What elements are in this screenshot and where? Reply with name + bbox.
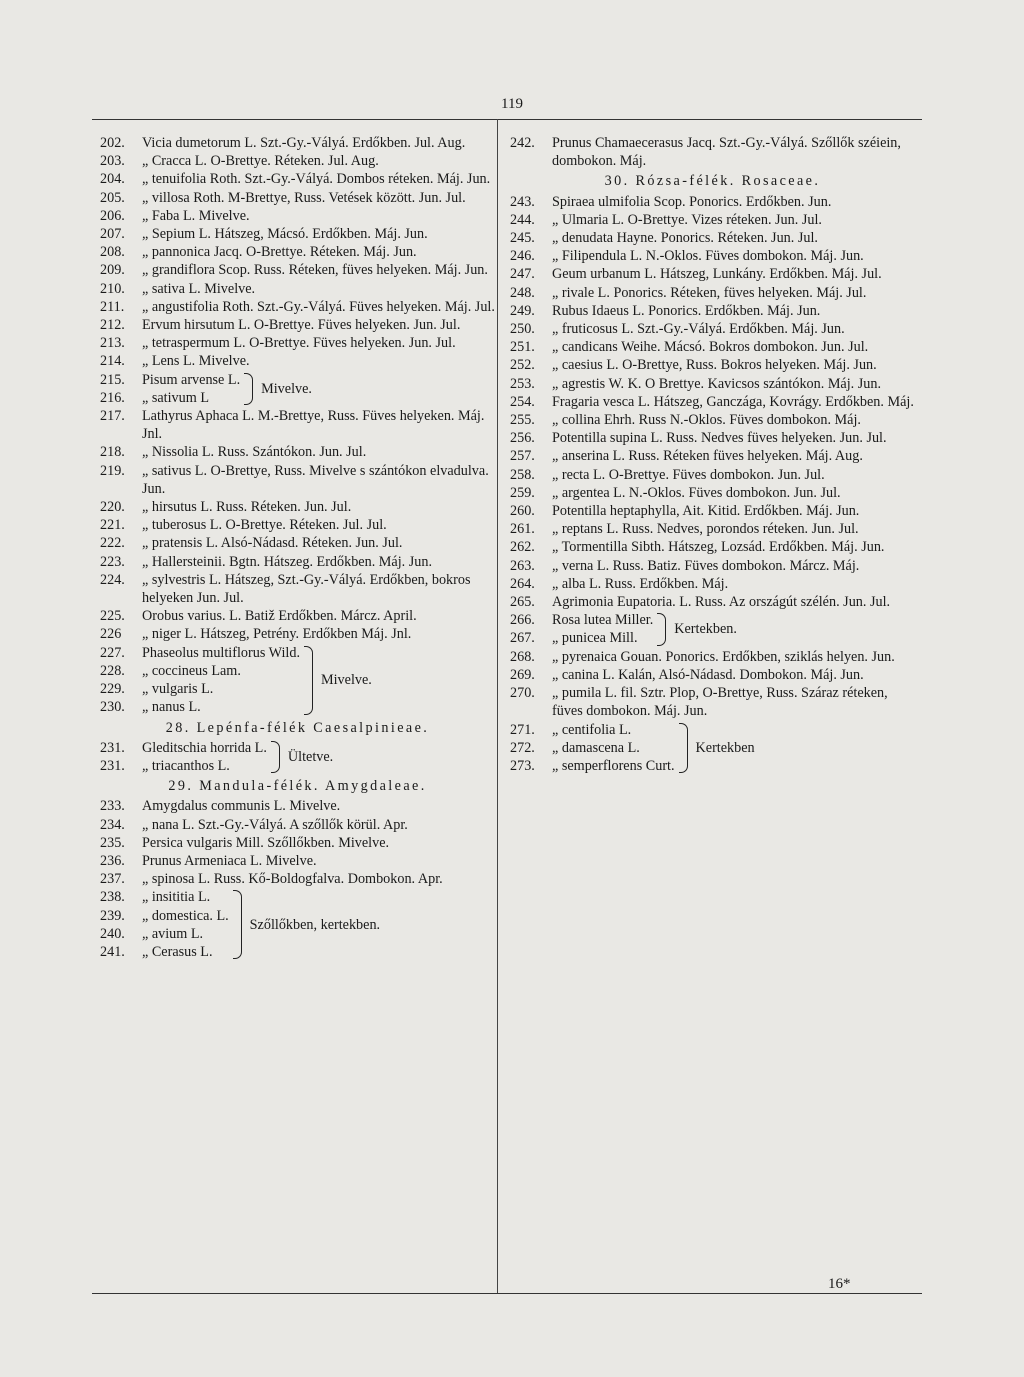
group-entries xyxy=(100,644,300,717)
species-entry xyxy=(100,352,495,370)
section-heading: 28. Lepénfa-félék Caesalpinieae. xyxy=(165,719,430,736)
species-entry xyxy=(100,925,229,943)
group-label: Mivelve. xyxy=(321,671,372,688)
species-entry xyxy=(510,302,915,320)
entry-number: 229. xyxy=(100,681,125,698)
entry-number: 244. xyxy=(510,211,535,228)
species-entry xyxy=(510,593,915,611)
entry-number: 211. xyxy=(100,298,125,315)
entry-number: 213. xyxy=(100,335,125,352)
entry-text: „ reptans L. Russ. Nedves, porondos réteken. Jun. Jul. xyxy=(552,521,859,538)
species-entry xyxy=(510,375,915,393)
entry-number: 265. xyxy=(510,594,535,611)
bracketed-group xyxy=(100,739,495,775)
entry-number: 257. xyxy=(510,448,535,465)
group-entries xyxy=(510,721,675,776)
species-entry xyxy=(100,662,300,680)
top-rule xyxy=(92,119,922,120)
entry-number: 223. xyxy=(100,553,125,570)
entry-number: 205. xyxy=(100,189,125,206)
species-entry xyxy=(510,629,653,647)
species-entry xyxy=(100,280,495,298)
entry-number: 222. xyxy=(100,535,125,552)
bottom-rule xyxy=(92,1293,922,1294)
entry-text: „ recta L. O-Brettye. Füves dombokon. Jun. Jul. xyxy=(552,466,825,483)
group-label: Mivelve. xyxy=(261,380,312,397)
species-entry xyxy=(100,462,495,498)
entry-number: 247. xyxy=(510,266,535,283)
species-entry xyxy=(100,298,495,316)
left-column xyxy=(100,134,495,961)
entry-text: „ Tormentilla Sibth. Hátszeg, Lozsád. Erdőkben. Máj. Jun. xyxy=(552,539,885,556)
entry-text: „ sativa L. Mivelve. xyxy=(142,280,256,297)
entry-text: „ verna L. Russ. Batiz. Füves dombokon. Márcz. Máj. xyxy=(552,557,860,574)
entry-text: Amygdalus communis L. Mivelve. xyxy=(142,798,341,815)
entry-text: „ pannonica Jacq. O-Brettye. Réteken. Máj. Jun. xyxy=(142,244,417,261)
entry-text: „ triacanthos L. xyxy=(142,757,230,774)
entry-number: 226 xyxy=(100,626,122,643)
species-entry xyxy=(100,134,495,152)
entry-number: 241. xyxy=(100,943,125,960)
species-entry xyxy=(100,739,267,757)
species-entry xyxy=(510,739,675,757)
species-entry xyxy=(100,534,495,552)
species-entry xyxy=(510,484,915,502)
entry-text: „ nanus L. xyxy=(142,699,201,716)
entry-number: 243. xyxy=(510,193,535,210)
section-heading: 29. Mandula-félék. Amygdaleae. xyxy=(168,778,427,795)
species-entry xyxy=(100,152,495,170)
entry-text: Ervum hirsutum L. O-Brettye. Füves helyeken. Jun. Jul. xyxy=(142,317,461,334)
entry-text: „ Lens L. Mivelve. xyxy=(142,353,250,370)
entry-text: „ villosa Roth. M-Brettye, Russ. Vetések között. Jun. Jul. xyxy=(142,189,466,206)
entry-number: 235. xyxy=(100,834,125,851)
entry-text: „ nana L. Szt.-Gy.-Vályá. A szőllők körül. Apr. xyxy=(142,816,408,833)
entry-text: „ grandiflora Scop. Russ. Réteken, füves helyeken. Máj. Jun. xyxy=(142,262,488,279)
entry-text: „ spinosa L. Russ. Kő-Boldogfalva. Dombokon. Apr. xyxy=(142,871,443,888)
species-entry xyxy=(510,557,915,575)
entry-number: 253. xyxy=(510,375,535,392)
group-entries xyxy=(100,371,240,407)
entry-number: 252. xyxy=(510,357,535,374)
entry-number: 220. xyxy=(100,499,125,516)
entry-number: 202. xyxy=(100,135,125,151)
entry-number: 248. xyxy=(510,284,535,301)
entry-number: 238. xyxy=(100,889,125,906)
entry-number: 255. xyxy=(510,412,535,429)
entry-number: 215. xyxy=(100,371,125,388)
entry-number: 204. xyxy=(100,171,125,188)
entry-text: Prunus Armeniaca L. Mivelve. xyxy=(142,852,317,869)
group-entries xyxy=(100,888,229,961)
entry-number: 246. xyxy=(510,248,535,265)
species-entry xyxy=(510,520,915,538)
entry-text: Persica vulgaris Mill. Szőllőkben. Mivelve. xyxy=(142,834,390,851)
species-entry xyxy=(100,757,267,775)
entry-text: „ collina Ehrh. Russ N.-Oklos. Füves dombokon. Máj. xyxy=(552,412,861,429)
species-entry xyxy=(510,338,915,356)
species-entry xyxy=(100,261,495,279)
species-entry xyxy=(100,571,495,607)
entry-text: „ pratensis L. Alsó-Nádasd. Réteken. Jun. Jul. xyxy=(142,535,403,552)
entry-text: „ tuberosus L. O-Brettye. Réteken. Jul. Jul. xyxy=(142,517,387,534)
entry-text: Pisum arvense L. xyxy=(142,371,241,388)
group-entries xyxy=(510,611,653,647)
species-entry xyxy=(510,211,915,229)
entry-number: 239. xyxy=(100,907,125,924)
species-entry xyxy=(100,816,495,834)
species-entry xyxy=(510,466,915,484)
entry-text: Orobus varius. L. Batiž Erdőkben. Márcz. April. xyxy=(142,608,417,625)
species-entry xyxy=(100,443,495,461)
group-label: Szőllőkben, kertekben. xyxy=(249,916,381,933)
entry-number: 208. xyxy=(100,244,125,261)
species-entry xyxy=(100,644,300,662)
bracket-mark xyxy=(304,646,313,715)
entry-number: 260. xyxy=(510,503,535,520)
group-label: Ültetve. xyxy=(287,748,334,765)
entry-number: 266. xyxy=(510,612,535,629)
entry-text: „ pyrenaica Gouan. Ponorics. Erdőkben, sziklás helyen. Jun. xyxy=(552,648,895,665)
entry-number: 209. xyxy=(100,262,125,279)
entry-number: 231. xyxy=(100,739,125,756)
species-entry xyxy=(100,888,229,906)
species-entry xyxy=(510,229,915,247)
entry-text: „ Sepium L. Hátszeg, Mácsó. Erdőkben. Máj. Jun. xyxy=(142,226,428,243)
section-heading: 30. Rózsa-félék. Rosaceae. xyxy=(604,173,821,190)
entry-number: 272. xyxy=(510,739,535,756)
entry-text: „ vulgaris L. xyxy=(142,681,214,698)
species-entry xyxy=(100,553,495,571)
entry-number: 271. xyxy=(510,721,535,738)
species-entry xyxy=(100,698,300,716)
species-entry xyxy=(510,320,915,338)
entry-text: „ Cerasus L. xyxy=(142,943,213,960)
species-entry xyxy=(100,870,495,888)
entry-number: 242. xyxy=(510,135,535,151)
species-entry xyxy=(100,852,495,870)
entry-number: 216. xyxy=(100,389,125,406)
entry-text: „ domestica. L. xyxy=(142,907,229,924)
entry-number: 234. xyxy=(100,816,125,833)
species-entry xyxy=(510,356,915,374)
entry-text: Rosa lutea Miller. xyxy=(552,612,654,629)
entry-text: „ argentea L. N.-Oklos. Füves dombokon. Jun. Jul. xyxy=(552,484,841,501)
entry-number: 206. xyxy=(100,207,125,224)
bracketed-group xyxy=(510,611,915,647)
bracket-mark xyxy=(271,741,280,773)
entry-number: 227. xyxy=(100,644,125,661)
entry-text: „ niger L. Hátszeg, Petrény. Erdőkben Máj. Jnl. xyxy=(142,626,412,643)
species-entry xyxy=(510,575,915,593)
species-entry xyxy=(510,757,675,775)
entry-text: „ alba L. Russ. Erdőkben. Máj. xyxy=(552,575,729,592)
entry-number: 254. xyxy=(510,393,535,410)
entry-number: 249. xyxy=(510,302,535,319)
bracket-mark xyxy=(244,373,253,405)
entry-text: „ insititia L. xyxy=(142,889,211,906)
species-entry xyxy=(510,134,915,170)
entry-text: „ Faba L. Mivelve. xyxy=(142,207,250,224)
entry-text: „ semperflorens Curt. xyxy=(552,757,675,774)
entry-number: 207. xyxy=(100,226,125,243)
entry-text: „ Cracca L. O-Brettye. Réteken. Jul. Aug. xyxy=(142,153,379,170)
entry-number: 256. xyxy=(510,430,535,447)
entry-number: 225. xyxy=(100,608,125,625)
entry-text: „ angustifolia Roth. Szt.-Gy.-Vályá. Füves helyeken. Máj. Jul. xyxy=(142,298,495,315)
species-entry xyxy=(510,447,915,465)
species-entry xyxy=(510,284,915,302)
entry-text: „ damascena L. xyxy=(552,739,640,756)
species-entry xyxy=(100,680,300,698)
entry-text: „ Hallersteinii. Bgtn. Hátszeg. Erdőkben. Máj. Jun. xyxy=(142,553,432,570)
species-entry xyxy=(510,429,915,447)
species-entry xyxy=(100,389,240,407)
entry-text: Geum urbanum L. Hátszeg, Lunkány. Erdőkben. Máj. Jul. xyxy=(552,266,882,283)
entry-text: Agrimonia Eupatoria. L. Russ. Az országút szélén. Jun. Jul. xyxy=(552,594,891,611)
species-entry xyxy=(100,498,495,516)
entry-text: Prunus Chamaecerasus Jacq. Szt.-Gy.-Vályá. Szőllők széiein, dombokon. Máj. xyxy=(552,135,901,170)
bracketed-group xyxy=(100,371,495,407)
page-number: 119 xyxy=(501,96,523,112)
entry-text: „ sylvestris L. Hátszeg, Szt.-Gy.-Vályá. Erdőkben, bokros helyeken Jun. Jul. xyxy=(142,571,471,607)
entry-number: 258. xyxy=(510,466,535,483)
entry-text: „ coccineus Lam. xyxy=(142,662,241,679)
species-entry xyxy=(510,648,915,666)
entry-text: Gleditschia horrida L. xyxy=(142,739,267,756)
group-entries xyxy=(100,739,267,775)
entry-number: 212. xyxy=(100,317,125,334)
species-entry xyxy=(510,666,915,684)
entry-text: Lathyrus Aphaca L. M.-Brettye, Russ. Füves helyeken. Máj. Jnl. xyxy=(142,408,485,443)
entry-text: „ caesius L. O-Brettye, Russ. Bokros helyeken. Máj. Jun. xyxy=(552,357,877,374)
species-entry xyxy=(510,538,915,556)
entry-text: „ Filipendula L. N.-Oklos. Füves dombokon. Máj. Jun. xyxy=(552,248,864,265)
bracket-mark xyxy=(679,723,688,774)
bracketed-group xyxy=(100,644,495,717)
species-entry xyxy=(100,170,495,188)
species-entry xyxy=(510,411,915,429)
entry-number: 219. xyxy=(100,462,125,479)
entry-number: 224. xyxy=(100,571,125,588)
entry-number: 217. xyxy=(100,408,125,425)
entry-number: 269. xyxy=(510,666,535,683)
species-entry xyxy=(510,393,915,411)
entry-number: 230. xyxy=(100,699,125,716)
species-entry xyxy=(510,247,915,265)
species-entry xyxy=(510,265,915,283)
entry-number: 214. xyxy=(100,353,125,370)
group-label: Kertekben. xyxy=(674,621,737,638)
right-column xyxy=(510,134,915,775)
species-entry xyxy=(510,721,675,739)
entry-text: Phaseolus multiflorus Wild. xyxy=(142,644,300,661)
signature-mark: 16* xyxy=(828,1276,851,1292)
bracket-mark xyxy=(233,890,242,959)
entry-text: „ centifolia L. xyxy=(552,721,632,738)
species-entry xyxy=(100,243,495,261)
entry-number: 203. xyxy=(100,153,125,170)
entry-number: 273. xyxy=(510,757,535,774)
entry-text: „ hirsutus L. Russ. Réteken. Jun. Jul. xyxy=(142,499,352,516)
entry-number: 240. xyxy=(100,925,125,942)
entry-number: 221. xyxy=(100,517,125,534)
species-entry xyxy=(510,502,915,520)
entry-text: Spiraea ulmifolia Scop. Ponorics. Erdőkben. Jun. xyxy=(552,193,832,210)
entry-number: 231. xyxy=(100,757,125,774)
species-entry xyxy=(100,625,495,643)
bracketed-group xyxy=(100,888,495,961)
species-entry xyxy=(100,907,229,925)
entry-text: „ avium L. xyxy=(142,925,204,942)
entry-number: 228. xyxy=(100,662,125,679)
species-entry xyxy=(510,684,915,720)
entry-text: „ Ulmaria L. O-Brettye. Vizes réteken. Jun. Jul. xyxy=(552,211,822,228)
entry-number: 218. xyxy=(100,444,125,461)
entry-text: Vicia dumetorum L. Szt.-Gy.-Vályá. Erdőkben. Jul. Aug. xyxy=(142,135,466,151)
entry-text: „ agrestis W. K. O Brettye. Kavicsos szántókon. Máj. Jun. xyxy=(552,375,882,392)
entry-text: „ Nissolia L. Russ. Szántókon. Jun. Jul. xyxy=(142,444,367,461)
entry-text: „ tetraspermum L. O-Brettye. Füves helyeken. Jun. Jul. xyxy=(142,335,456,352)
entry-number: 250. xyxy=(510,321,535,338)
entry-text: „ sativus L. O-Brettye, Russ. Mivelve s szántókon elvadulva. Jun. xyxy=(142,462,489,497)
entry-number: 264. xyxy=(510,575,535,592)
entry-text: „ tenuifolia Roth. Szt.-Gy.-Vályá. Dombos réteken. Máj. Jun. xyxy=(142,171,491,188)
entry-text: „ denudata Hayne. Ponorics. Réteken. Jun. Jul. xyxy=(552,230,818,247)
group-label: Kertekben xyxy=(695,739,755,756)
entry-text: „ punicea Mill. xyxy=(552,630,638,647)
species-entry xyxy=(100,797,495,815)
entry-text: Fragaria vesca L. Hátszeg, Ganczága, Kovrágy. Erdőkben. Máj. xyxy=(552,393,914,410)
entry-text: Potentilla heptaphylla, Ait. Kitid. Erdőkben. Máj. Jun. xyxy=(552,503,860,520)
bracketed-group xyxy=(510,721,915,776)
entry-number: 245. xyxy=(510,230,535,247)
entry-text: Rubus Idaeus L. Ponorics. Erdőkben. Máj. Jun. xyxy=(552,302,821,319)
entry-number: 251. xyxy=(510,339,535,356)
entry-number: 267. xyxy=(510,630,535,647)
species-entry xyxy=(510,193,915,211)
column-divider xyxy=(497,119,498,1293)
entry-text: „ sativum L xyxy=(142,389,209,406)
entry-text: „ candicans Weihe. Mácsó. Bokros dombokon. Jun. Jul. xyxy=(552,339,869,356)
entry-number: 261. xyxy=(510,521,535,538)
entry-text: „ anserina L. Russ. Réteken füves helyeken. Máj. Aug. xyxy=(552,448,863,465)
entry-text: „ pumila L. fil. Sztr. Plop, O-Brettye, Russ. Száraz réteken, füves dombokon. Máj. Jun. xyxy=(552,685,888,720)
entry-number: 263. xyxy=(510,557,535,574)
species-entry xyxy=(100,407,495,443)
entry-number: 237. xyxy=(100,871,125,888)
species-entry xyxy=(100,225,495,243)
species-entry xyxy=(100,371,240,389)
species-entry xyxy=(510,611,653,629)
bracket-mark xyxy=(657,613,666,645)
entry-number: 268. xyxy=(510,648,535,665)
species-entry xyxy=(100,189,495,207)
species-entry xyxy=(100,334,495,352)
species-entry xyxy=(100,834,495,852)
species-entry xyxy=(100,943,229,961)
entry-text: „ fruticosus L. Szt.-Gy.-Vályá. Erdőkben. Máj. Jun. xyxy=(552,321,845,338)
species-entry xyxy=(100,207,495,225)
entry-number: 233. xyxy=(100,798,125,815)
entry-number: 259. xyxy=(510,484,535,501)
entry-text: „ rivale L. Ponorics. Réteken, füves helyeken. Máj. Jul. xyxy=(552,284,867,301)
entry-number: 270. xyxy=(510,685,535,702)
entry-number: 210. xyxy=(100,280,125,297)
entry-text: Potentilla supina L. Russ. Nedves füves helyeken. Jun. Jul. xyxy=(552,430,887,447)
species-entry xyxy=(100,516,495,534)
entry-number: 236. xyxy=(100,852,125,869)
species-entry xyxy=(100,607,495,625)
species-entry xyxy=(100,316,495,334)
entry-number: 262. xyxy=(510,539,535,556)
entry-text: „ canina L. Kalán, Alsó-Nádasd. Dombokon. Máj. Jun. xyxy=(552,666,864,683)
